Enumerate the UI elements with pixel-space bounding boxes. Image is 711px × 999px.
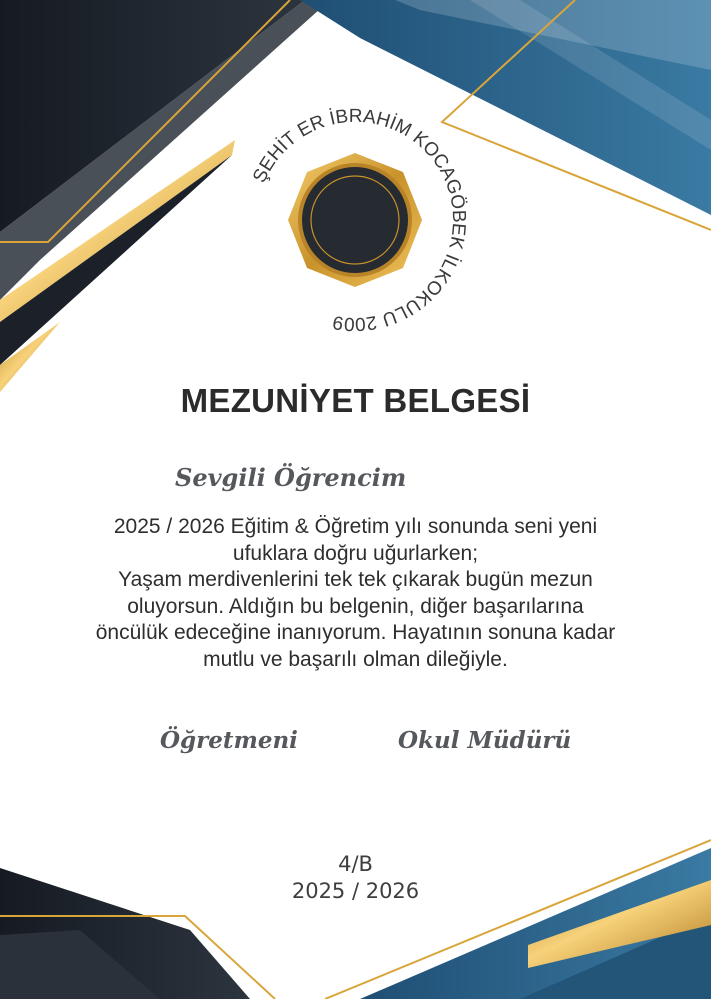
class-name: 4/B <box>338 852 373 876</box>
message-line: 2025 / 2026 Eğitim & Öğretim yılı sonunda seni yeni <box>113 515 598 538</box>
teacher-signature-label: Öğretmeni <box>160 727 298 754</box>
academic-year: 2025 / 2026 <box>291 879 420 903</box>
certificate-title: MEZUNİYET BELGESİ <box>180 382 531 419</box>
message-line: oluyorsun. Aldığın bu belgenin, diğer başarılarına <box>127 594 584 618</box>
message-line: Yaşam merdivenlerini tek tek çıkarak bugün mezun <box>118 568 593 591</box>
school-seal <box>240 105 470 335</box>
message-line: öncülük edeceğine inanıyorum. Hayatının sonuna kadar <box>95 621 616 644</box>
seal-text: ŞEHİT ER İBRAHİM KOCAGÖBEK İLKOKULU 2009 <box>249 105 470 335</box>
greeting-text: Sevgili Öğrencim <box>175 463 407 492</box>
message-line: ufuklara doğru uğurlarken; <box>232 541 479 565</box>
message-line: mutlu ve başarılı olman dileğiyle. <box>203 647 508 671</box>
principal-signature-label: Okul Müdürü <box>398 727 572 754</box>
certificate-message <box>60 514 651 673</box>
